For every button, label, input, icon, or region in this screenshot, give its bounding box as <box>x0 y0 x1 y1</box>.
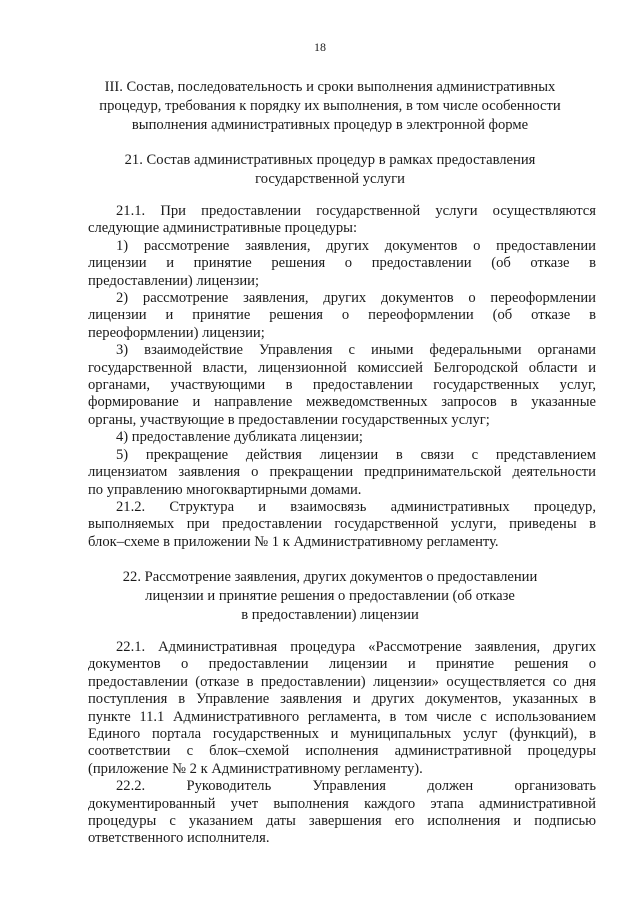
text-line: предоставлении) лицензии; <box>88 272 260 289</box>
section-3-title-line: III. Состав, последовательность и сроки выполнения административных <box>104 79 556 95</box>
text-line: процедуры с указанием даты завершения его исполнения и подписью <box>88 813 596 830</box>
text-line: формирование и направление межведомственных запросов в указанные <box>88 394 596 411</box>
text-line: государственной власти, лицензионной комиссией Белгородской области и <box>88 359 596 376</box>
text-line: пункте 11.1 Административного регламента, в том числе с использованием <box>88 708 596 725</box>
text-line: лицензиатом заявления о прекращении предпринимательской деятельности <box>88 464 596 481</box>
text-line: (приложение № 2 к Административному регламенту). <box>88 760 423 777</box>
text-line: 22.2. Руководитель Управления должен организовать <box>116 778 596 795</box>
section-3-title-line: процедур, требования к порядку их выполнения, в том числе особенности <box>99 98 561 114</box>
text-line: органами, участвующими в предоставлении государственных услуг, <box>88 377 596 394</box>
section-21-title <box>60 151 600 189</box>
text-line: поступления в Управление заявления и других документов, указанных в <box>88 691 596 708</box>
text-line: документов о предоставлении лицензии и принятие решения о <box>88 656 596 673</box>
text-line: предоставлении (отказе в предоставлении) лицензии» осуществляется со дня <box>88 673 596 690</box>
text-line: Единого портала государственных и муниципальных услуг (функций), в <box>88 726 596 743</box>
text-line: лицензии и принятие решения о переоформлении (об отказе в <box>88 307 596 324</box>
text-line: 21.1. При предоставлении государственной услуги осуществляются <box>116 203 596 219</box>
section-22-title <box>60 568 600 625</box>
text-line: следующие административные процедуры: <box>88 220 358 237</box>
section-21-title-line: 21. Состав административных процедур в рамках предоставления <box>124 152 536 168</box>
text-line: органы, участвующие в предоставлении государственных услуг; <box>88 411 490 428</box>
section-3-title <box>60 78 600 135</box>
text-line: 1) рассмотрение заявления, других документов о предоставлении <box>116 237 596 254</box>
text-line: переоформлении) лицензии; <box>88 324 265 341</box>
text-line: соответствии с блок–схемой исполнения административной процедуры <box>88 743 596 760</box>
section-21-body <box>88 203 596 551</box>
text-line: ответственного исполнителя. <box>88 830 270 847</box>
text-line: 21.2. Структура и взаимосвязь административных процедур, <box>116 498 596 515</box>
section-22-title-line: в предоставлении) лицензии <box>241 607 419 623</box>
text-line: 3) взаимодействие Управления с иными федеральными органами <box>116 342 596 359</box>
section-22-body <box>88 639 596 848</box>
page-number: 18 <box>314 40 326 54</box>
section-21-title-line: государственной услуги <box>255 171 405 187</box>
text-line: документированный учет выполнения каждого этапа административной <box>88 795 596 812</box>
text-line: лицензии и принятие решения о предоставлении (об отказе в <box>88 255 596 272</box>
section-22-title-line: лицензии и принятие решения о предоставлении (об отказе <box>145 588 515 604</box>
text-line: 4) предоставление дубликата лицензии; <box>116 429 363 446</box>
section-3-title-line: выполнения административных процедур в электронной форме <box>131 117 529 133</box>
text-line: по управлению многоквартирными домами. <box>88 481 362 498</box>
section-22-title-line: 22. Рассмотрение заявления, других документов о предоставлении <box>122 569 538 585</box>
text-line: 22.1. Административная процедура «Рассмотрение заявления, других <box>116 639 596 655</box>
text-line: 5) прекращение действия лицензии в связи с представлением <box>116 446 596 463</box>
text-line: выполняемых при предоставлении государственной услуги, приведены в <box>88 516 596 533</box>
text-line: блок–схеме в приложении № 1 к Административному регламенту. <box>88 533 499 550</box>
text-line: 2) рассмотрение заявления, других документов о переоформлении <box>116 290 596 307</box>
